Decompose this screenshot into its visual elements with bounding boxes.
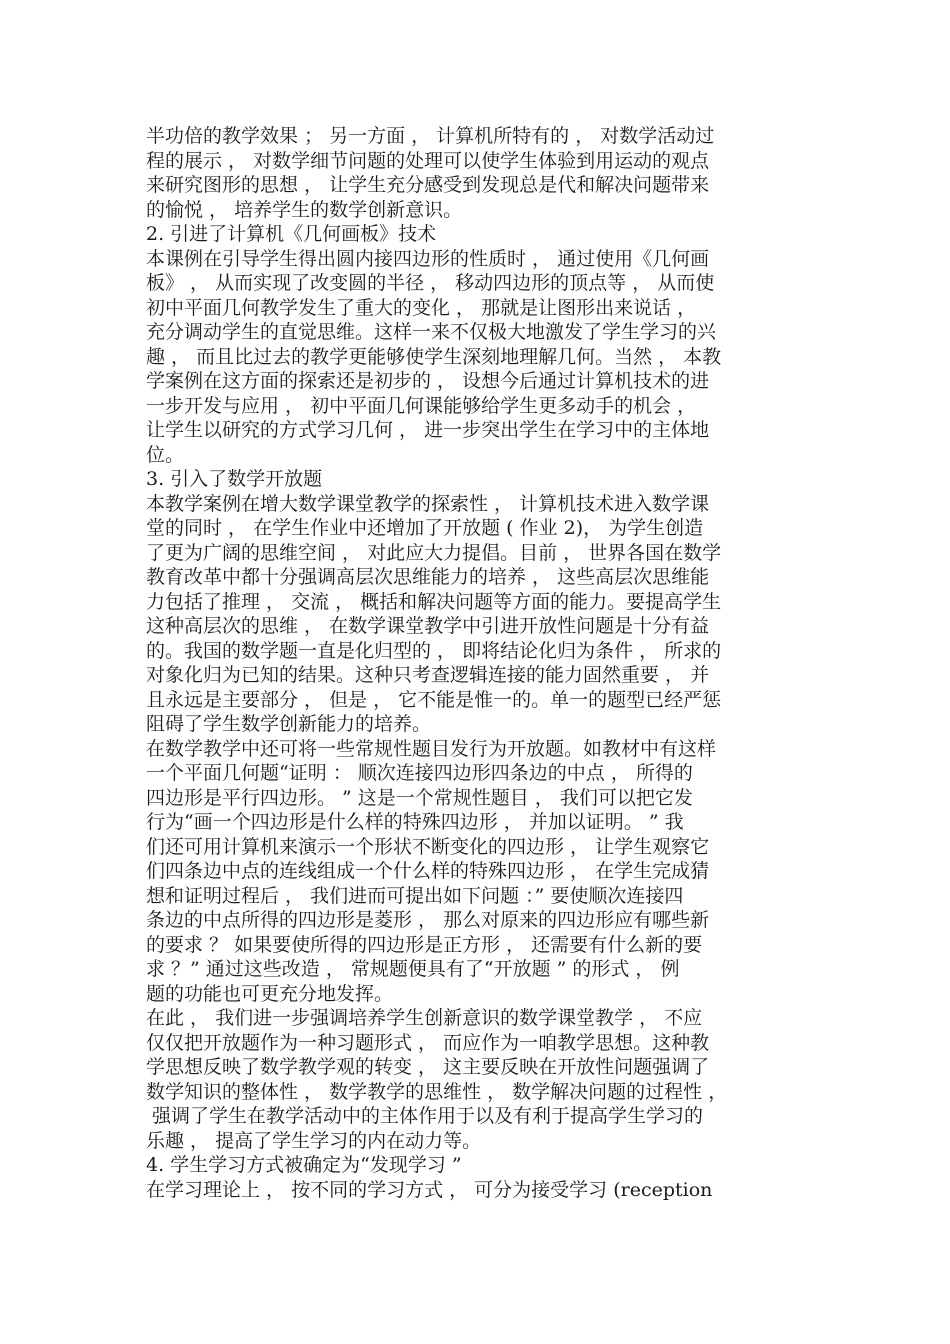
- text-line: 让学生以研究的方式学习几何 ， 进一步突出学生在学习中的主体地: [146, 419, 710, 441]
- text-line: 位。: [146, 443, 185, 466]
- text-line: 一步开发与应用 ， 初中平面几何课能够给学生更多动手的机会 ，: [146, 394, 697, 417]
- text-line: 充分调动学生的直觉思维。这样一来不仅极大地激发了学生学习的兴: [146, 321, 717, 343]
- text-line: 仅仅把开放题作为一种习题形式 ， 而应作为一咱教学思想。这种教: [146, 1031, 710, 1054]
- text-line: 程的展示 ， 对数学细节问题的处理可以使学生体验到用运动的观点: [146, 149, 710, 172]
- document-body: [146, 124, 810, 1202]
- text-line: 们还可用计算机来演示一个形状不断变化的四边形 ， 让学生观察它: [146, 835, 710, 858]
- text-line: 的愉悦 ， 培养学生的数学创新意识。: [146, 198, 463, 221]
- section-heading: 4. 学生学习方式被确定为“发现学习 ”: [146, 1154, 462, 1176]
- text-line: 条边的中点所得的四边形是菱形 ， 那么对原来的四边形应有哪些新: [146, 909, 710, 931]
- text-line: 学案例在这方面的探索还是初步的 ， 设想今后通过计算机技术的进: [146, 370, 710, 392]
- text-line: 想和证明过程后 ， 我们进而可提出如下问题 ：” 要使顺次连接四: [146, 884, 684, 907]
- text-line: 在数学教学中还可将一些常规性题目发行为开放题。如教材中有这样: [146, 737, 717, 760]
- text-line: 阻碍了学生数学创新能力的培养。: [146, 713, 432, 735]
- text-line: 来研究图形的思想 ， 让学生充分感受到发现总是代和解决问题带来: [146, 174, 710, 196]
- text-line: 学思想反映了数学教学观的转变 ， 这主要反映在开放性问题强调了: [146, 1056, 710, 1078]
- text-line: 趣 ， 而且比过去的教学更能够使学生深刻地理解几何。当然 ， 本教: [146, 345, 722, 368]
- text-line: 在此 ， 我们进一步强调培养学生创新意识的数学课堂教学 ， 不应: [146, 1007, 703, 1029]
- text-line: 数学知识的整体性 ， 数学教学的思维性 ， 数学解决问题的过程性 ，: [146, 1080, 728, 1103]
- text-line: 这种高层次的思维 ， 在数学课堂教学中引进开放性问题是十分有益: [146, 615, 710, 637]
- text-line: 半功倍的教学效果 ； 另一方面 ， 计算机所特有的 ， 对数学活动过: [146, 125, 715, 147]
- text-line: 堂的同时 ， 在学生作业中还增加了开放题 ( 作业 2)， 为学生创造: [146, 517, 704, 539]
- text-line: 题的功能也可更充分地发挥。: [146, 982, 394, 1005]
- text-line: 在学习理论上 ， 按不同的学习方式 ， 可分为接受学习 (reception: [146, 1178, 713, 1201]
- text-line: 乐趣 ， 提高了学生学习的内在动力等。: [146, 1129, 482, 1152]
- text-line: 行为“画一个四边形是什么样的特殊四边形 ， 并加以证明。 ” 我: [146, 811, 684, 833]
- text-line: 教育改革中都十分强调高层次思维能力的培养 ， 这些高层次思维能: [146, 566, 710, 588]
- text-line: 一个平面几何题“证明 ： 顺次连接四边形四条边的中点 ， 所得的: [146, 762, 693, 784]
- text-line: 求 ？” 通过这些改造 ， 常规题便具有了“开放题 ” 的形式 ， 例: [146, 958, 680, 980]
- text-line: 强调了学生在教学活动中的主体作用于以及有利于提高学生学习的: [146, 1105, 704, 1127]
- text-line: 们四条边中点的连线组成一个什么样的特殊四边形 ， 在学生完成猜: [146, 860, 710, 882]
- section-heading: 2. 引进了计算机《几何画板》技术: [146, 223, 437, 245]
- text-line: 的要求 ？ 如果要使所得的四边形是正方形 ， 还需要有什么新的要: [146, 933, 703, 956]
- section-heading: 3. 引入了数学开放题: [146, 468, 323, 490]
- text-line: 本课例在引导学生得出圆内接四边形的性质时 ， 通过使用《几何画: [146, 247, 710, 270]
- text-line: 对象化归为已知的结果。这种只考查逻辑连接的能力固然重要 ， 并: [146, 664, 710, 686]
- text-line: 本教学案例在增大数学课堂教学的探索性 ， 计算机技术进入数学课: [146, 492, 710, 515]
- text-line: 板》 ， 从而实现了改变圆的半径 ， 移动四边形的顶点等 ， 从而使: [146, 272, 715, 294]
- text-line: 且永远是主要部分 ， 但是 ， 它不能是惟一的。单一的题型已经严惩: [146, 688, 722, 711]
- text-line: 初中平面几何教学发生了重大的变化 ， 那就是让图形出来说话 ，: [146, 296, 697, 319]
- text-line: 的。我国的数学题一直是化归型的 ， 即将结论化归为条件 ， 所求的: [146, 639, 722, 662]
- text-line: 了更为广阔的思维空间 ， 对此应大力提倡。目前 ， 世界各国在数学: [146, 541, 722, 564]
- text-line: 力包括了推理 ， 交流 ， 概括和解决问题等方面的能力。要提高学生: [146, 590, 722, 613]
- text-line: 四边形是平行四边形。 ” 这是一个常规性题目 ， 我们可以把它发: [146, 786, 693, 809]
